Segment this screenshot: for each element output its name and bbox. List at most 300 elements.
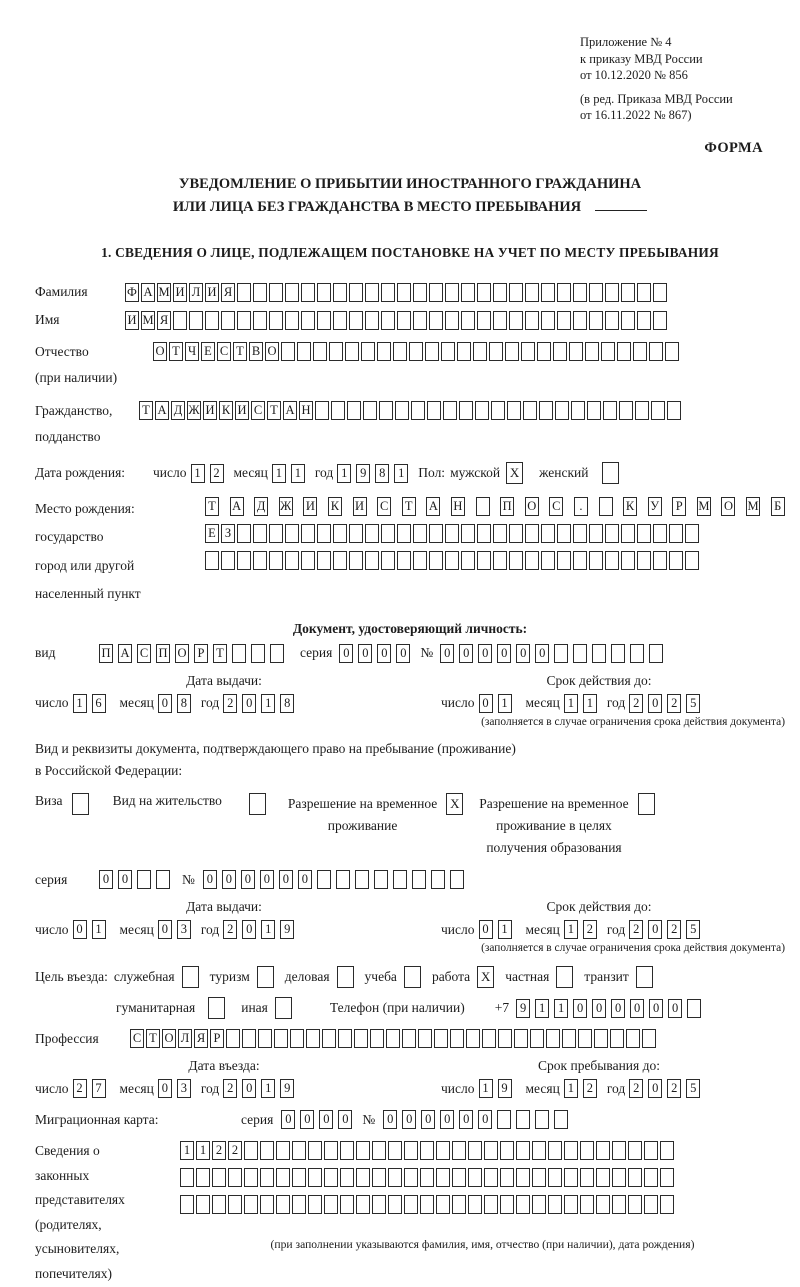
representatives-cell[interactable]	[612, 1195, 626, 1214]
birth-place-cell[interactable]: Б	[771, 497, 785, 516]
birth-place-cell[interactable]	[333, 551, 347, 570]
citizenship-cell[interactable]	[443, 401, 457, 420]
doc-kind-cell[interactable]	[270, 644, 284, 663]
migration-number-cell[interactable]: 0	[421, 1110, 435, 1129]
purpose-cell[interactable]	[208, 997, 225, 1019]
birth-place-cell[interactable]: Д	[254, 497, 268, 516]
firstname-cell[interactable]	[605, 311, 619, 330]
phone-cell[interactable]: 9	[516, 999, 530, 1018]
representatives-cell[interactable]	[356, 1141, 370, 1160]
surname-cell[interactable]	[445, 283, 459, 302]
surname-cell[interactable]	[253, 283, 267, 302]
migration-number-cell[interactable]	[554, 1110, 568, 1129]
patronymic-cell[interactable]	[473, 342, 487, 361]
birth-place-cell[interactable]: О	[525, 497, 539, 516]
doc-number-cell[interactable]: 0	[516, 644, 530, 663]
patronymic-cell[interactable]	[361, 342, 375, 361]
residence-series-cell[interactable]	[137, 870, 151, 889]
doc-number-cell[interactable]: 0	[440, 644, 454, 663]
representatives-cell[interactable]	[228, 1195, 242, 1214]
residence-series-cell[interactable]: 0	[118, 870, 132, 889]
profession-cell[interactable]	[258, 1029, 272, 1048]
purpose-cell[interactable]	[182, 966, 199, 988]
representatives-cell[interactable]: 2	[228, 1141, 242, 1160]
surname-cell[interactable]	[333, 283, 347, 302]
representatives-cell[interactable]	[372, 1141, 386, 1160]
profession-cell[interactable]	[482, 1029, 496, 1048]
issue-year-cell[interactable]: 0	[242, 694, 256, 713]
citizenship-cell[interactable]	[587, 401, 601, 420]
birth-place-cell[interactable]	[397, 551, 411, 570]
residence-expiry-year-cell[interactable]: 2	[667, 920, 681, 939]
representatives-cell[interactable]	[340, 1168, 354, 1187]
expiry-day-cell[interactable]: 1	[498, 694, 512, 713]
residence-expiry-year-cell[interactable]: 5	[686, 920, 700, 939]
profession-cell[interactable]	[578, 1029, 592, 1048]
birth-place-cell[interactable]	[525, 524, 539, 543]
profession-cell[interactable]	[354, 1029, 368, 1048]
surname-cell[interactable]	[461, 283, 475, 302]
representatives-cell[interactable]	[244, 1141, 258, 1160]
migration-number-cell[interactable]: 0	[402, 1110, 416, 1129]
firstname-cell[interactable]: Я	[157, 311, 171, 330]
birth-place-cell[interactable]	[653, 551, 667, 570]
birth-place-cell[interactable]: Т	[402, 497, 416, 516]
birth-place-cell[interactable]	[557, 524, 571, 543]
surname-cell[interactable]	[269, 283, 283, 302]
birth-place-cell[interactable]	[221, 551, 235, 570]
representatives-cell[interactable]: 1	[196, 1141, 210, 1160]
temp-residence-cell[interactable]: X	[446, 793, 463, 815]
phone-cell[interactable]: 1	[535, 999, 549, 1018]
birth-place-cell[interactable]	[605, 524, 619, 543]
patronymic-cell[interactable]	[313, 342, 327, 361]
doc-kind-cell[interactable]: Т	[213, 644, 227, 663]
representatives-cell[interactable]	[276, 1195, 290, 1214]
residence-number-cell[interactable]	[412, 870, 426, 889]
surname-cell[interactable]	[317, 283, 331, 302]
representatives-cell[interactable]	[436, 1168, 450, 1187]
surname-cell[interactable]	[237, 283, 251, 302]
surname-cell[interactable]	[397, 283, 411, 302]
entry-month-cell[interactable]: 0	[158, 1079, 172, 1098]
representatives-cell[interactable]	[596, 1195, 610, 1214]
citizenship-cell[interactable]: Д	[171, 401, 185, 420]
representatives-cell[interactable]	[564, 1141, 578, 1160]
residence-issue-month-cell[interactable]: 0	[158, 920, 172, 939]
doc-number-cell[interactable]	[630, 644, 644, 663]
residence-series-cell[interactable]	[156, 870, 170, 889]
purpose-cell[interactable]	[337, 966, 354, 988]
patronymic-cell[interactable]	[505, 342, 519, 361]
representatives-cell[interactable]	[500, 1168, 514, 1187]
sex-female-cell[interactable]	[602, 462, 619, 484]
citizenship-cell[interactable]	[555, 401, 569, 420]
issue-day-cell[interactable]: 6	[92, 694, 106, 713]
purpose-cell[interactable]	[556, 966, 573, 988]
surname-cell[interactable]	[365, 283, 379, 302]
citizenship-cell[interactable]	[315, 401, 329, 420]
birth-place-cell[interactable]: М	[746, 497, 760, 516]
birth-place-cell[interactable]: А	[230, 497, 244, 516]
birth-place-cell[interactable]: С	[549, 497, 563, 516]
birth-place-cell[interactable]	[573, 524, 587, 543]
birth-place-cell[interactable]	[349, 551, 363, 570]
birth-place-cell[interactable]	[599, 497, 613, 516]
firstname-cell[interactable]	[525, 311, 539, 330]
surname-cell[interactable]: Ф	[125, 283, 139, 302]
doc-kind-cell[interactable]	[251, 644, 265, 663]
profession-cell[interactable]	[514, 1029, 528, 1048]
representatives-cell[interactable]	[564, 1168, 578, 1187]
birth-place-cell[interactable]	[637, 551, 651, 570]
residence-issue-year-cell[interactable]: 9	[280, 920, 294, 939]
doc-kind-cell[interactable]	[232, 644, 246, 663]
citizenship-cell[interactable]	[619, 401, 633, 420]
representatives-cell[interactable]	[356, 1195, 370, 1214]
patronymic-cell[interactable]	[297, 342, 311, 361]
surname-cell[interactable]: И	[205, 283, 219, 302]
doc-kind-cell[interactable]: Р	[194, 644, 208, 663]
patronymic-cell[interactable]	[457, 342, 471, 361]
representatives-cell[interactable]	[612, 1141, 626, 1160]
birth-place-cell[interactable]	[445, 551, 459, 570]
profession-cell[interactable]	[610, 1029, 624, 1048]
residence-number-cell[interactable]	[355, 870, 369, 889]
firstname-cell[interactable]: М	[141, 311, 155, 330]
patronymic-cell[interactable]	[617, 342, 631, 361]
representatives-cell[interactable]	[388, 1195, 402, 1214]
patronymic-cell[interactable]	[585, 342, 599, 361]
representatives-cell[interactable]	[660, 1195, 674, 1214]
stay-year-cell[interactable]: 2	[629, 1079, 643, 1098]
surname-cell[interactable]: Л	[189, 283, 203, 302]
birth-place-cell[interactable]	[301, 551, 315, 570]
phone-cell[interactable]: 0	[668, 999, 682, 1018]
birth-place-cell[interactable]	[317, 524, 331, 543]
birth-place-cell[interactable]	[205, 551, 219, 570]
representatives-cell[interactable]	[404, 1168, 418, 1187]
representatives-cell[interactable]	[276, 1141, 290, 1160]
issue-year-cell[interactable]: 2	[223, 694, 237, 713]
birth-place-cell[interactable]	[285, 524, 299, 543]
citizenship-cell[interactable]	[427, 401, 441, 420]
firstname-cell[interactable]	[429, 311, 443, 330]
citizenship-cell[interactable]: А	[283, 401, 297, 420]
residence-number-cell[interactable]	[450, 870, 464, 889]
representatives-cell[interactable]	[532, 1168, 546, 1187]
entry-day-cell[interactable]: 2	[73, 1079, 87, 1098]
birth-place-cell[interactable]	[669, 524, 683, 543]
representatives-cell[interactable]	[580, 1141, 594, 1160]
citizenship-cell[interactable]: К	[219, 401, 233, 420]
doc-number-cell[interactable]	[592, 644, 606, 663]
stay-year-cell[interactable]: 2	[667, 1079, 681, 1098]
birth-place-cell[interactable]	[557, 551, 571, 570]
birth-place-cell[interactable]: Е	[205, 524, 219, 543]
birth-place-cell[interactable]	[365, 524, 379, 543]
birth-place-cell[interactable]	[317, 551, 331, 570]
representatives-cell[interactable]	[468, 1195, 482, 1214]
edu-residence-cell[interactable]	[638, 793, 655, 815]
birth-place-cell[interactable]	[253, 524, 267, 543]
birth-place-cell[interactable]	[429, 551, 443, 570]
birth-place-cell[interactable]	[445, 524, 459, 543]
doc-kind-cell[interactable]: С	[137, 644, 151, 663]
birth-place-cell[interactable]	[541, 551, 555, 570]
citizenship-cell[interactable]: Н	[299, 401, 313, 420]
residence-issue-day-cell[interactable]: 0	[73, 920, 87, 939]
representatives-cell[interactable]	[644, 1168, 658, 1187]
citizenship-cell[interactable]	[475, 401, 489, 420]
residence-number-cell[interactable]: 0	[203, 870, 217, 889]
representatives-cell[interactable]	[548, 1141, 562, 1160]
citizenship-cell[interactable]	[651, 401, 665, 420]
purpose-cell[interactable]	[636, 966, 653, 988]
firstname-cell[interactable]	[397, 311, 411, 330]
birth-place-cell[interactable]	[349, 524, 363, 543]
birth-place-cell[interactable]: Ж	[279, 497, 293, 516]
migration-number-cell[interactable]: 0	[478, 1110, 492, 1129]
birth-place-cell[interactable]: К	[328, 497, 342, 516]
profession-cell[interactable]	[434, 1029, 448, 1048]
citizenship-cell[interactable]: Т	[267, 401, 281, 420]
firstname-cell[interactable]	[461, 311, 475, 330]
citizenship-cell[interactable]	[411, 401, 425, 420]
citizenship-cell[interactable]	[363, 401, 377, 420]
representatives-cell[interactable]	[420, 1168, 434, 1187]
representatives-cell[interactable]	[452, 1168, 466, 1187]
representatives-cell[interactable]	[388, 1141, 402, 1160]
issue-day-cell[interactable]: 1	[73, 694, 87, 713]
purpose-cell[interactable]	[404, 966, 421, 988]
patronymic-cell[interactable]	[649, 342, 663, 361]
issue-year-cell[interactable]: 8	[280, 694, 294, 713]
firstname-cell[interactable]	[253, 311, 267, 330]
firstname-cell[interactable]	[173, 311, 187, 330]
citizenship-cell[interactable]	[523, 401, 537, 420]
citizenship-cell[interactable]	[571, 401, 585, 420]
representatives-cell[interactable]	[548, 1195, 562, 1214]
doc-kind-cell[interactable]: А	[118, 644, 132, 663]
firstname-cell[interactable]: И	[125, 311, 139, 330]
birth-place-cell[interactable]	[301, 524, 315, 543]
birth-place-cell[interactable]	[381, 551, 395, 570]
birth-place-cell[interactable]: И	[303, 497, 317, 516]
representatives-cell[interactable]	[196, 1168, 210, 1187]
residence-expiry-day-cell[interactable]: 0	[479, 920, 493, 939]
residence-expiry-year-cell[interactable]: 2	[629, 920, 643, 939]
doc-series-cell[interactable]: 0	[377, 644, 391, 663]
migration-number-cell[interactable]	[516, 1110, 530, 1129]
citizenship-cell[interactable]	[539, 401, 553, 420]
birth-place-cell[interactable]: К	[623, 497, 637, 516]
residence-number-cell[interactable]: 0	[222, 870, 236, 889]
firstname-cell[interactable]	[285, 311, 299, 330]
profession-cell[interactable]	[290, 1029, 304, 1048]
surname-cell[interactable]	[653, 283, 667, 302]
patronymic-cell[interactable]	[537, 342, 551, 361]
profession-cell[interactable]	[242, 1029, 256, 1048]
entry-month-cell[interactable]: 3	[177, 1079, 191, 1098]
representatives-cell[interactable]	[292, 1195, 306, 1214]
issue-month-cell[interactable]: 8	[177, 694, 191, 713]
profession-cell[interactable]: О	[162, 1029, 176, 1048]
birth-place-cell[interactable]	[605, 551, 619, 570]
birth-place-cell[interactable]	[477, 524, 491, 543]
phone-cell[interactable]: 0	[611, 999, 625, 1018]
citizenship-cell[interactable]: Ж	[187, 401, 201, 420]
firstname-cell[interactable]	[189, 311, 203, 330]
representatives-cell[interactable]	[212, 1168, 226, 1187]
birth-day-cell[interactable]: 2	[210, 464, 224, 483]
profession-cell[interactable]: Т	[146, 1029, 160, 1048]
surname-cell[interactable]	[381, 283, 395, 302]
patronymic-cell[interactable]	[489, 342, 503, 361]
issue-year-cell[interactable]: 1	[261, 694, 275, 713]
patronymic-cell[interactable]: О	[153, 342, 167, 361]
birth-month-cell[interactable]: 1	[272, 464, 286, 483]
migration-number-cell[interactable]: 0	[459, 1110, 473, 1129]
phone-cell[interactable]	[687, 999, 701, 1018]
profession-cell[interactable]	[402, 1029, 416, 1048]
representatives-cell[interactable]	[500, 1195, 514, 1214]
patronymic-cell[interactable]	[425, 342, 439, 361]
firstname-cell[interactable]	[621, 311, 635, 330]
profession-cell[interactable]	[626, 1029, 640, 1048]
profession-cell[interactable]	[370, 1029, 384, 1048]
migration-series-cell[interactable]: 0	[338, 1110, 352, 1129]
representatives-cell[interactable]	[532, 1195, 546, 1214]
citizenship-cell[interactable]	[603, 401, 617, 420]
entry-year-cell[interactable]: 2	[223, 1079, 237, 1098]
residence-series-cell[interactable]: 0	[99, 870, 113, 889]
purpose-cell[interactable]	[257, 966, 274, 988]
representatives-cell[interactable]	[548, 1168, 562, 1187]
patronymic-cell[interactable]	[633, 342, 647, 361]
birth-place-cell[interactable]	[525, 551, 539, 570]
firstname-cell[interactable]	[637, 311, 651, 330]
representatives-cell[interactable]	[372, 1168, 386, 1187]
stay-month-cell[interactable]: 1	[564, 1079, 578, 1098]
representatives-cell[interactable]	[228, 1168, 242, 1187]
doc-kind-cell[interactable]: О	[175, 644, 189, 663]
birth-place-cell[interactable]	[653, 524, 667, 543]
phone-cell[interactable]: 1	[554, 999, 568, 1018]
patronymic-cell[interactable]: Е	[201, 342, 215, 361]
issue-month-cell[interactable]: 0	[158, 694, 172, 713]
patronymic-cell[interactable]	[569, 342, 583, 361]
doc-series-cell[interactable]: 0	[358, 644, 372, 663]
representatives-cell[interactable]	[324, 1195, 338, 1214]
representatives-cell[interactable]	[212, 1195, 226, 1214]
firstname-cell[interactable]	[317, 311, 331, 330]
expiry-year-cell[interactable]: 2	[629, 694, 643, 713]
citizenship-cell[interactable]	[347, 401, 361, 420]
birth-place-cell[interactable]	[413, 551, 427, 570]
representatives-cell[interactable]	[324, 1168, 338, 1187]
surname-cell[interactable]	[301, 283, 315, 302]
representatives-cell[interactable]	[180, 1168, 194, 1187]
birth-year-cell[interactable]: 1	[337, 464, 351, 483]
representatives-cell[interactable]	[244, 1195, 258, 1214]
representatives-cell[interactable]	[356, 1168, 370, 1187]
representatives-cell[interactable]	[292, 1168, 306, 1187]
stay-year-cell[interactable]: 5	[686, 1079, 700, 1098]
representatives-cell[interactable]	[340, 1195, 354, 1214]
representatives-cell[interactable]	[628, 1168, 642, 1187]
representatives-cell[interactable]	[516, 1141, 530, 1160]
entry-year-cell[interactable]: 1	[261, 1079, 275, 1098]
residence-number-cell[interactable]	[393, 870, 407, 889]
birth-place-cell[interactable]: А	[426, 497, 440, 516]
migration-series-cell[interactable]: 0	[281, 1110, 295, 1129]
profession-cell[interactable]	[306, 1029, 320, 1048]
birth-place-cell[interactable]	[461, 524, 475, 543]
firstname-cell[interactable]	[477, 311, 491, 330]
birth-place-cell[interactable]: С	[377, 497, 391, 516]
profession-cell[interactable]	[642, 1029, 656, 1048]
birth-place-cell[interactable]: Р	[672, 497, 686, 516]
phone-cell[interactable]: 0	[573, 999, 587, 1018]
expiry-year-cell[interactable]: 2	[667, 694, 681, 713]
residence-number-cell[interactable]	[431, 870, 445, 889]
birth-year-cell[interactable]: 1	[394, 464, 408, 483]
representatives-cell[interactable]	[372, 1195, 386, 1214]
birth-year-cell[interactable]: 9	[356, 464, 370, 483]
birth-place-cell[interactable]	[253, 551, 267, 570]
purpose-cell[interactable]: X	[477, 966, 494, 988]
doc-number-cell[interactable]: 0	[535, 644, 549, 663]
firstname-cell[interactable]	[541, 311, 555, 330]
patronymic-cell[interactable]: В	[249, 342, 263, 361]
representatives-cell[interactable]	[308, 1195, 322, 1214]
firstname-cell[interactable]	[365, 311, 379, 330]
firstname-cell[interactable]	[237, 311, 251, 330]
representatives-cell[interactable]	[404, 1141, 418, 1160]
firstname-cell[interactable]	[653, 311, 667, 330]
birth-place-cell[interactable]	[333, 524, 347, 543]
surname-cell[interactable]	[493, 283, 507, 302]
birth-place-cell[interactable]	[573, 551, 587, 570]
firstname-cell[interactable]	[301, 311, 315, 330]
representatives-cell[interactable]	[660, 1141, 674, 1160]
representatives-cell[interactable]	[516, 1168, 530, 1187]
firstname-cell[interactable]	[333, 311, 347, 330]
stay-day-cell[interactable]: 9	[498, 1079, 512, 1098]
profession-cell[interactable]	[546, 1029, 560, 1048]
patronymic-cell[interactable]	[345, 342, 359, 361]
patronymic-cell[interactable]: Т	[233, 342, 247, 361]
doc-number-cell[interactable]: 0	[497, 644, 511, 663]
representatives-cell[interactable]	[580, 1195, 594, 1214]
representatives-cell[interactable]	[308, 1168, 322, 1187]
birth-place-cell[interactable]	[237, 524, 251, 543]
migration-number-cell[interactable]	[535, 1110, 549, 1129]
residence-issue-year-cell[interactable]: 1	[261, 920, 275, 939]
profession-cell[interactable]: Р	[210, 1029, 224, 1048]
representatives-cell[interactable]	[596, 1168, 610, 1187]
residence-issue-year-cell[interactable]: 2	[223, 920, 237, 939]
residence-number-cell[interactable]	[317, 870, 331, 889]
representatives-cell[interactable]	[484, 1168, 498, 1187]
visa-cell[interactable]	[72, 793, 89, 815]
surname-cell[interactable]	[525, 283, 539, 302]
surname-cell[interactable]	[637, 283, 651, 302]
birth-place-cell[interactable]	[476, 497, 490, 516]
doc-series-cell[interactable]: 0	[339, 644, 353, 663]
birth-place-cell[interactable]	[589, 551, 603, 570]
